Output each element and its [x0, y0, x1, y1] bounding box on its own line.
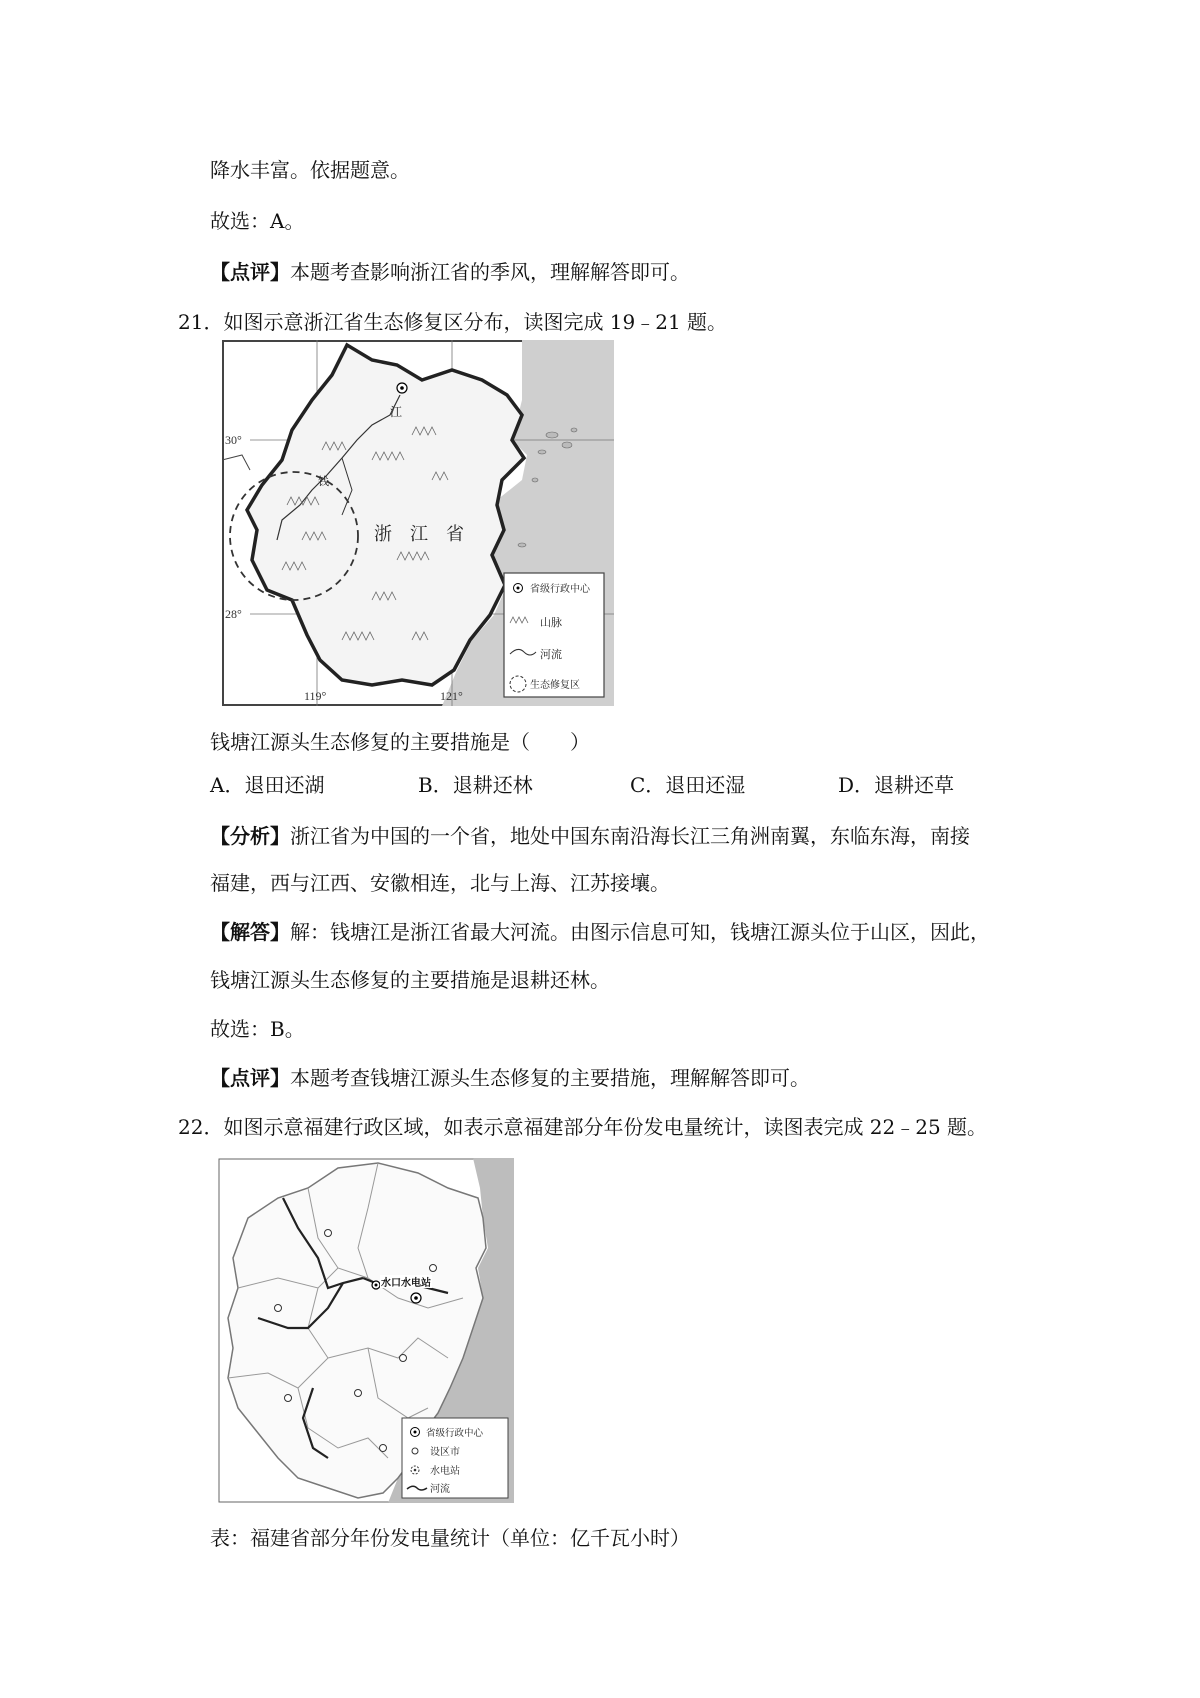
river-label-2: 钱 — [318, 475, 329, 488]
analysis-line-2: 福建，西与江西、安徽相连，北与上海、江苏接壤。 — [210, 871, 670, 895]
legend-mountain: 山脉 — [540, 616, 562, 629]
legend2-capital: 省级行政中心 — [426, 1428, 484, 1439]
legend2-city: 设区市 — [430, 1447, 460, 1458]
question-22: 22．如图示意福建行政区域，如表示意福建部分年份发电量统计，读图表完成 22﹣25 题。 — [178, 1115, 988, 1139]
answer-text-1: 解：钱塘江是浙江省最大河流。由图示信息可知，钱塘江源头位于山区，因此， — [290, 920, 990, 944]
answer-line-2: 钱塘江源头生态修复的主要措施是退耕还林。 — [210, 968, 610, 992]
station-label: 水口水电站 — [381, 1278, 431, 1289]
comment-tag-2: 【点评】 — [210, 1066, 290, 1090]
choice-line: 故选：B。 — [210, 1017, 305, 1041]
table-caption: 表：福建省部分年份发电量统计（单位：亿千瓦小时） — [210, 1526, 690, 1550]
option-b: B．退耕还林 — [418, 773, 533, 797]
comment-tag: 【点评】 — [210, 260, 290, 284]
answer-tag: 【解答】 — [210, 920, 290, 944]
analysis-text-1: 浙江省为中国的一个省，地处中国东南沿海长江三角洲南翼，东临东海，南接 — [290, 824, 970, 848]
legend-capital: 省级行政中心 — [530, 584, 590, 595]
text-line: 降水丰富。依据题意。 — [210, 158, 410, 182]
comment-text: 本题考查影响浙江省的季风，理解解答即可。 — [290, 260, 690, 284]
question-21: 21．如图示意浙江省生态修复区分布，读图完成 19﹣21 题。 — [178, 310, 728, 334]
question-stem: 钱塘江源头生态修复的主要措施是（ ） — [210, 730, 590, 754]
comment-text-2: 本题考查钱塘江源头生态修复的主要措施，理解解答即可。 — [290, 1066, 810, 1090]
province-label: 浙 江 省 — [374, 524, 464, 545]
legend2-river: 河流 — [430, 1484, 450, 1495]
answer-line-1 — [210, 918, 990, 946]
legend-river: 河流 — [540, 648, 562, 661]
analysis-line-1 — [210, 822, 970, 850]
legend-restoration: 生态修复区 — [530, 680, 580, 691]
comment-line — [210, 258, 690, 286]
lon119-label: 119° — [304, 689, 327, 703]
lat28-label: 28° — [225, 607, 242, 621]
river-label-1: 江 — [390, 405, 403, 419]
option-a: A．退田还湖 — [210, 773, 325, 797]
option-c: C．退田还湿 — [630, 773, 746, 797]
legend2-station: 水电站 — [430, 1466, 460, 1477]
text-line: 故选：A。 — [210, 209, 305, 233]
lat30-label: 30° — [225, 433, 242, 447]
lon121-label: 121° — [440, 689, 463, 703]
comment-line-2 — [210, 1064, 810, 1092]
analysis-tag: 【分析】 — [210, 824, 290, 848]
fujian-map — [218, 1158, 514, 1503]
zhejiang-map — [222, 340, 614, 706]
option-d: D．退耕还草 — [838, 773, 955, 797]
